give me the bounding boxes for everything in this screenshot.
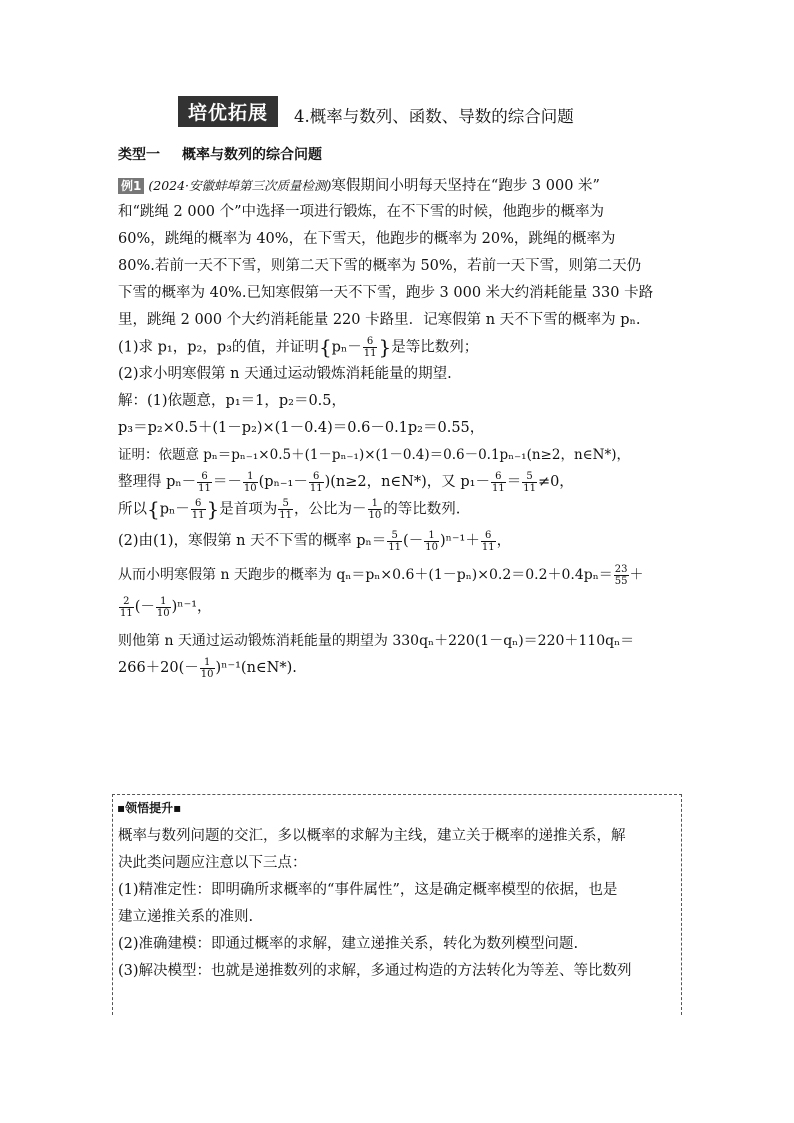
solution-line-4 [118, 469, 678, 496]
solution-text: (－ [134, 599, 155, 615]
insight-line-3: (1)精准定性：即明确所求概率的“事件属性”，这是确定概率模型的依据，也是 [118, 882, 618, 898]
solution-text: )(n≥2，n∈N*)，又 p₁－ [324, 474, 490, 490]
fraction: $\frac{6}{11}$ [491, 470, 505, 494]
fraction: $\frac{5}{11}$ [388, 529, 402, 553]
solution-text: ＝ [506, 474, 522, 490]
fraction: $\frac{1}{10}$ [425, 529, 438, 553]
solution-text: (pₙ₋₁－ [258, 474, 308, 490]
solution-line-6 [118, 528, 678, 562]
fraction: $\frac{6}{11}$ [309, 470, 323, 494]
fraction: $\frac{2}{11}$ [120, 595, 133, 619]
solution-text: )ⁿ⁻¹(n∈N*). [215, 660, 297, 676]
solution-line-1 [118, 388, 678, 415]
solution-line-9: 则他第 n 天通过运动锻炼消耗能量的期望为 330qₙ＋220(1－qₙ)＝220＋110qₙ＝ [118, 633, 635, 649]
section-badge: 培优拓展 [178, 96, 278, 127]
solution-line-10 [118, 655, 678, 689]
brace-open: { [318, 335, 332, 359]
insight-line-4: 建立递推关系的准则. [118, 909, 254, 925]
solution-text: 的等比数列. [383, 501, 461, 518]
solution-line-3: 证明：依题意 pₙ＝pₙ₋₁×0.5＋(1－pₙ₋₁)×(1－0.4)＝0.6－0.1pₙ₋₁(n≥2，n∈N*)， [118, 447, 630, 463]
solution-line-2: p₃＝p₂×0.5＋(1－p₂)×(1－0.4)＝0.6－0.1p₂＝0.55， [118, 420, 485, 436]
type-label: 类型一 [118, 147, 160, 163]
seq-term: pₙ－ [159, 501, 190, 518]
brace-close: } [206, 497, 220, 521]
question-2: (2)求小明寒假第 n 天通过运动锻炼消耗能量的期望. [118, 366, 452, 382]
solution-text: 解：(1)依题意，p₁＝1，p₂＝0.5， [118, 393, 347, 409]
insight-line-2: 决此类问题应注意以下三点： [118, 855, 307, 871]
fraction: $\frac{1}{10}$ [368, 498, 382, 521]
solution-text: ， [496, 533, 512, 549]
insight-body [118, 823, 678, 985]
example-source: (2024·安徽蚌埠第三次质量检测) [148, 178, 332, 193]
example-number: 例1 [118, 178, 144, 194]
fraction: $\frac{1}{10}$ [200, 656, 214, 680]
insight-line-6: (3)解决模型：也就是递推数列的求解，多通过构造的方法转化为等差、等比数列 [118, 963, 632, 979]
solution-line-8 [118, 594, 678, 628]
fraction: $\frac{6}{11}$ [198, 470, 211, 494]
solution-text: 是首项为 [219, 501, 278, 518]
example-line-2: 和“跳绳 2 000 个”中选择一项进行锻炼，在不下雪的时候，他跑步的概率为 [118, 204, 605, 220]
example-line-3: 60%，跳绳的概率为 40%，在下雪天，他跑步的概率为 20%，跳绳的概率为 [118, 231, 616, 247]
question-1-text: (1)求 p₁，p₂，p₃的值，并证明 [118, 339, 319, 356]
fraction: $\frac{6}{11}$ [363, 336, 377, 359]
type-heading [118, 144, 344, 164]
example-line-6: 里，跳绳 2 000 个大约消耗能量 220 卡路里．记寒假第 n 天不下雪的概率为 pₙ. [118, 312, 641, 328]
solution-text: )ⁿ⁻¹， [171, 599, 212, 615]
solution-text: )ⁿ⁻¹＋ [439, 533, 480, 549]
solution-text: ＝－ [212, 474, 242, 490]
solution-text: ＋ [629, 567, 644, 583]
solution-line-7 [118, 562, 678, 594]
section-title: 4.概率与数列、函数、导数的综合问题 [294, 107, 574, 126]
type-text: 概率与数列的综合问题 [182, 147, 322, 163]
fraction: $\frac{1}{10}$ [156, 595, 170, 619]
fraction: $\frac{1}{10}$ [243, 470, 257, 494]
fraction: $\frac{5}{11}$ [279, 498, 292, 521]
solution-text: (2)由(1)，寒假第 n 天不下雪的概率 pₙ＝ [118, 533, 387, 549]
seq-term: pₙ－ [331, 339, 362, 356]
fraction: $\frac{23}{55}$ [614, 563, 628, 587]
solution-text: 所以 [118, 501, 147, 518]
example-text: 寒假期间小明每天坚持在“跑步 3 000 米” [331, 178, 600, 194]
solution-line-5 [118, 496, 678, 528]
solution-text: 整理得 pₙ－ [118, 474, 197, 490]
solution-text: (－ [403, 533, 424, 549]
fraction: $\frac{6}{11}$ [481, 529, 495, 553]
solution-text: 266＋20(－ [118, 660, 199, 676]
solution-text: ≠0， [537, 474, 574, 490]
example-line-4: 80%.若前一天不下雪，则第二天下雪的概率为 50%，若前一天下雪，则第二天仍 [118, 258, 642, 274]
question-1-end: 是等比数列； [391, 339, 479, 356]
fraction: $\frac{6}{11}$ [191, 498, 205, 521]
brace-open: { [147, 497, 160, 521]
insight-title: ▪领悟提升▪ [117, 801, 182, 815]
section-header [178, 96, 574, 126]
solution-text: 从而小明寒假第 n 天跑步的概率为 qₙ＝pₙ×0.6＋(1－pₙ)×0.2＝0.2＋0.4pₙ＝ [118, 567, 613, 583]
brace-close: } [378, 335, 392, 359]
example-line-1 [118, 172, 678, 199]
question-1 [118, 334, 678, 361]
insight-line-5: (2)准确建模：即通过概率的求解，建立递推关系，转化为数列模型问题. [118, 936, 579, 952]
solution-text: ，公比为－ [294, 501, 367, 518]
insight-line-1: 概率与数列问题的交汇，多以概率的求解为主线，建立关于概率的递推关系，解 [118, 828, 626, 844]
example-content [118, 172, 678, 689]
example-line-5: 下雪的概率为 40%.已知寒假第一天不下雪，跑步 3 000 米大约消耗能量 330 卡路 [118, 285, 654, 301]
insight-box [112, 794, 682, 1015]
fraction: $\frac{5}{11}$ [523, 470, 536, 494]
